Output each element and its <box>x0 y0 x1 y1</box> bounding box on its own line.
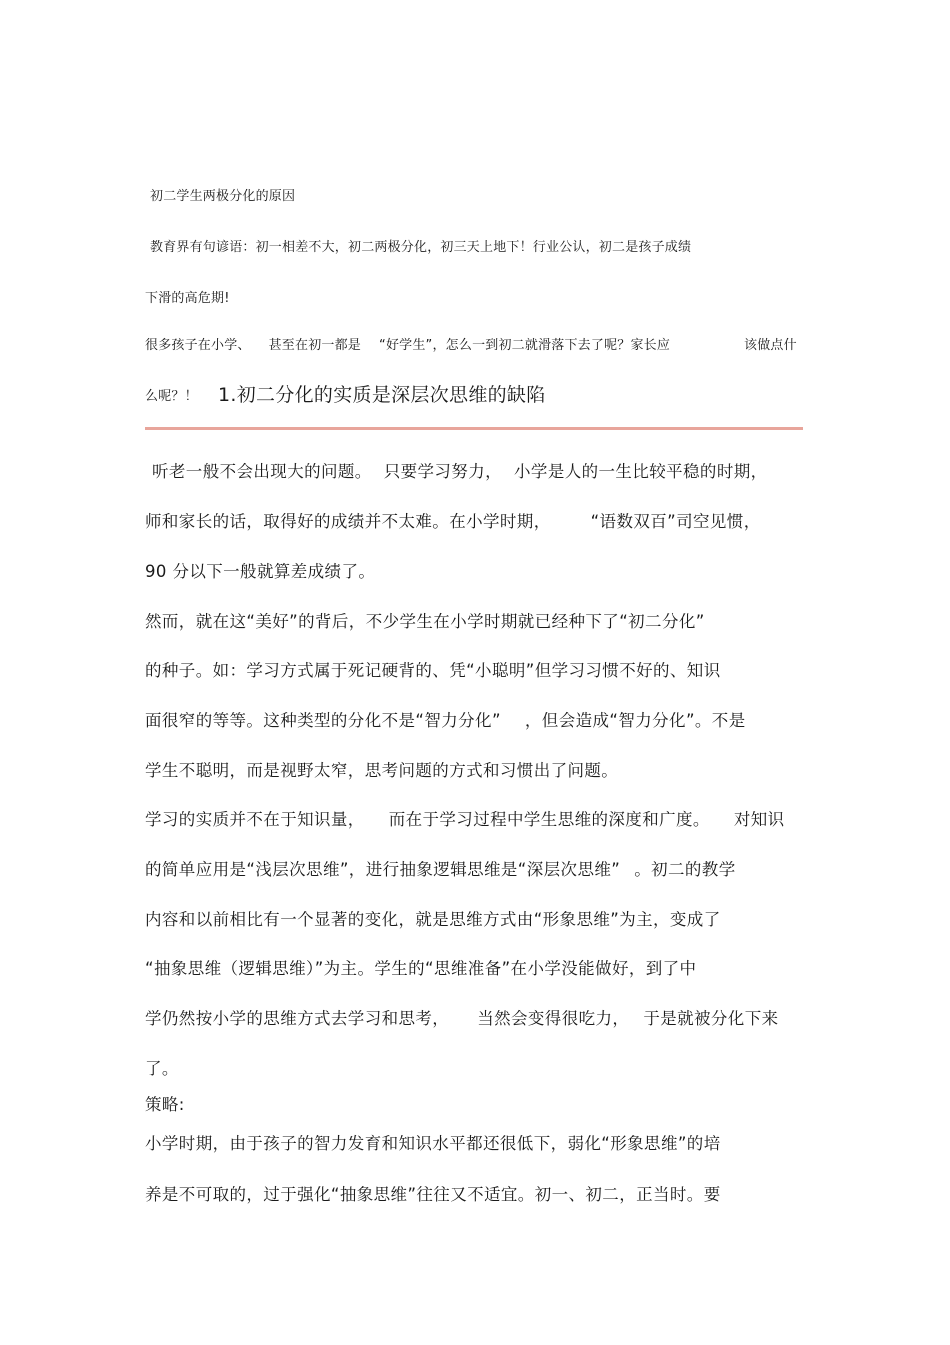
p1-line-3: 90 分以下一般就算差成绩了。 <box>145 562 376 581</box>
p1-line-1: 听老一般不会出现大的问题。 只要学习努力， 小学是人的一生比较平稳的时期， <box>152 462 768 481</box>
p1-line-2: 师和家长的话，取得好的成绩并不太难。在小学时期， “语数双百”司空见惯， <box>145 512 761 531</box>
intro-line-1: 教育界有句谚语：初一相差不大，初二两极分化，初三天上地下！行业公认，初二是孩子成绩 <box>150 240 692 255</box>
question-part-b: 甚至在初一都是 <box>268 338 362 353</box>
p3-line-6: 了。 <box>145 1059 179 1078</box>
intro-line-2: 下滑的高危期! <box>145 291 230 306</box>
question-part-c: “好学生”，怎么一到初二就滑落下去了呢？家长应 <box>379 338 671 353</box>
p2-line-1: 然而，就在这“美好”的背后，不少学生在小学时期就已经种下了“初二分化” <box>145 612 705 631</box>
question-line-1 <box>145 334 670 353</box>
p4-line-1: 小学时期，由于孩子的智力发育和知识水平都还很低下，弱化“形象思维”的培 <box>145 1134 721 1153</box>
p3-line-5: 学仍然按小学的思维方式去学习和思考， 当然会变得很吃力， 于是就被分化下来 <box>145 1009 779 1028</box>
question-part-e: 么呢？！ <box>145 389 198 404</box>
question-part-d: 该做点什 <box>744 338 797 353</box>
strategy-label: 策略: <box>145 1095 185 1114</box>
doc-title: 初二学生两极分化的原因 <box>150 189 296 204</box>
p2-line-2: 的种子。如：学习方式属于死记硬背的、凭“小聪明”但学习习惯不好的、知识 <box>145 661 721 680</box>
p3-line-1: 学习的实质并不在于知识量， 而在于学习过程中学生思维的深度和广度。 对知识 <box>145 810 785 829</box>
question-part-a: 很多孩子在小学、 <box>145 338 251 353</box>
p2-line-3: 面很窄的等等。这种类型的分化不是“智力分化” ，但会造成“智力分化”。不是 <box>145 711 746 730</box>
p3-line-2: 的简单应用是“浅层次思维”，进行抽象逻辑思维是“深层次思维” 。初二的教学 <box>145 860 736 879</box>
p2-line-4: 学生不聪明，而是视野太窄，思考问题的方式和习惯出了问题。 <box>145 761 619 780</box>
heading-underline <box>145 427 803 430</box>
p3-line-3: 内容和以前相比有一个显著的变化，就是思维方式由“形象思维”为主，变成了 <box>145 910 721 929</box>
p4-line-2: 养是不可取的，过于强化“抽象思维”往往又不适宜。初一、初二，正当时。要 <box>145 1185 721 1204</box>
p3-line-4: “抽象思维（逻辑思维）”为主。学生的“思维准备”在小学没能做好，到了中 <box>145 959 697 978</box>
section-heading: 1.初二分化的实质是深层次思维的缺陷 <box>218 384 546 406</box>
